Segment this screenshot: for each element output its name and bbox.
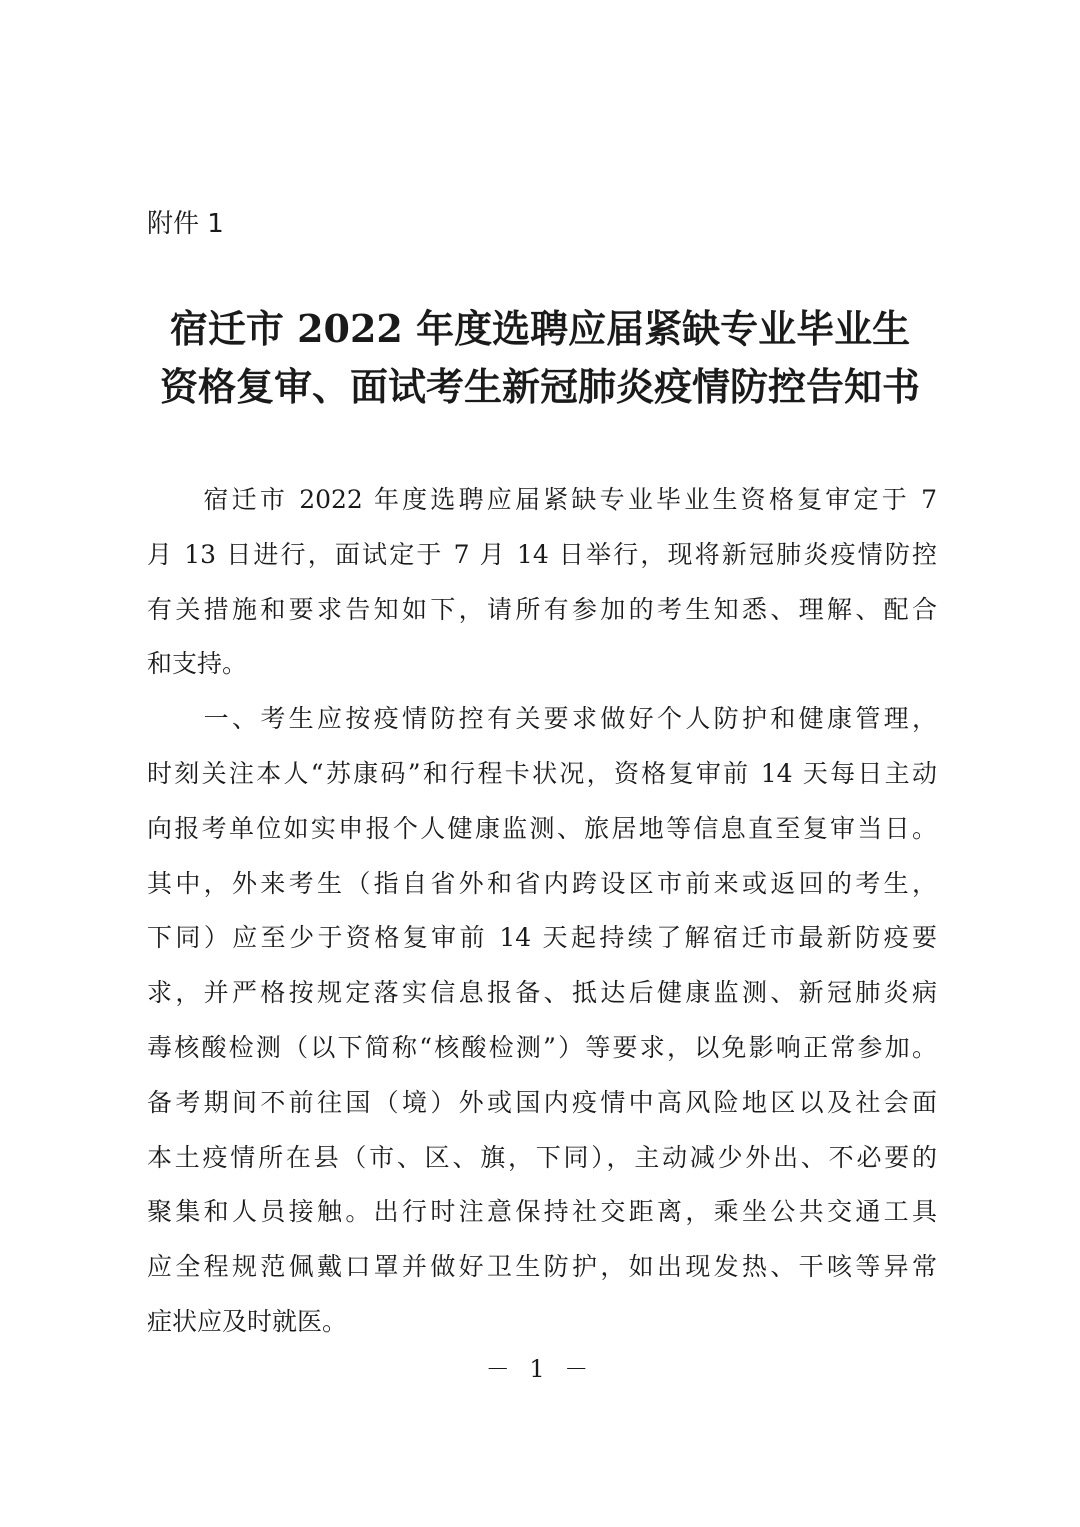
paragraph-line: 其中，外来考生（指自省外和省内跨设区市前来或返回的考生， <box>147 868 937 898</box>
page-number: － 1 － <box>485 1355 595 1383</box>
document-title <box>120 300 960 416</box>
paragraph-line: 求，并严格按规定落实信息报备、抵达后健康监测、新冠肺炎病 <box>147 978 937 1008</box>
paragraph-line: 备考期间不前往国（境）外或国内疫情中高风险地区以及社会面 <box>147 1087 937 1117</box>
paragraph-line: 下同）应至少于资格复审前 14 天起持续了解宿迁市最新防疫要 <box>147 923 937 953</box>
paragraph-line: 和支持。 <box>147 649 248 679</box>
title-line-1: 宿迁市 2022 年度选聘应届紧缺专业毕业生 <box>169 306 911 351</box>
paragraph-line: 向报考单位如实申报个人健康监测、旅居地等信息直至复审当日。 <box>147 813 937 843</box>
document-body <box>147 473 937 1350</box>
paragraph-line: 症状应及时就医。 <box>147 1306 348 1336</box>
paragraph-line: 本土疫情所在县（市、区、旗，下同），主动减少外出、不必要的 <box>147 1142 937 1172</box>
paragraph-line: 宿迁市 2022 年度选聘应届紧缺专业毕业生资格复审定于 7 <box>147 485 937 514</box>
paragraph-line: 有关措施和要求告知如下，请所有参加的考生知悉、理解、配合 <box>147 594 937 624</box>
paragraph-line: 月 13 日进行，面试定于 7 月 14 日举行，现将新冠肺炎疫情防控 <box>147 539 937 569</box>
paragraph-line: 应全程规范佩戴口罩并做好卫生防护，如出现发热、干咳等异常 <box>147 1252 937 1282</box>
paragraph-intro <box>147 473 937 692</box>
paragraph-section-1 <box>147 692 937 1350</box>
paragraph-line: 聚集和人员接触。出行时注意保持社交距离，乘坐公共交通工具 <box>147 1197 937 1227</box>
paragraph-line: 时刻关注本人“苏康码”和行程卡状况，资格复审前 14 天每日主动 <box>147 758 937 788</box>
paragraph-line: 一、考生应按疫情防控有关要求做好个人防护和健康管理， <box>147 704 937 734</box>
attachment-label: 附件 1 <box>147 209 224 239</box>
title-line-2: 资格复审、面试考生新冠肺炎疫情防控告知书 <box>159 364 920 409</box>
paragraph-line: 毒核酸检测（以下简称“核酸检测”）等要求，以免影响正常参加。 <box>147 1032 937 1062</box>
